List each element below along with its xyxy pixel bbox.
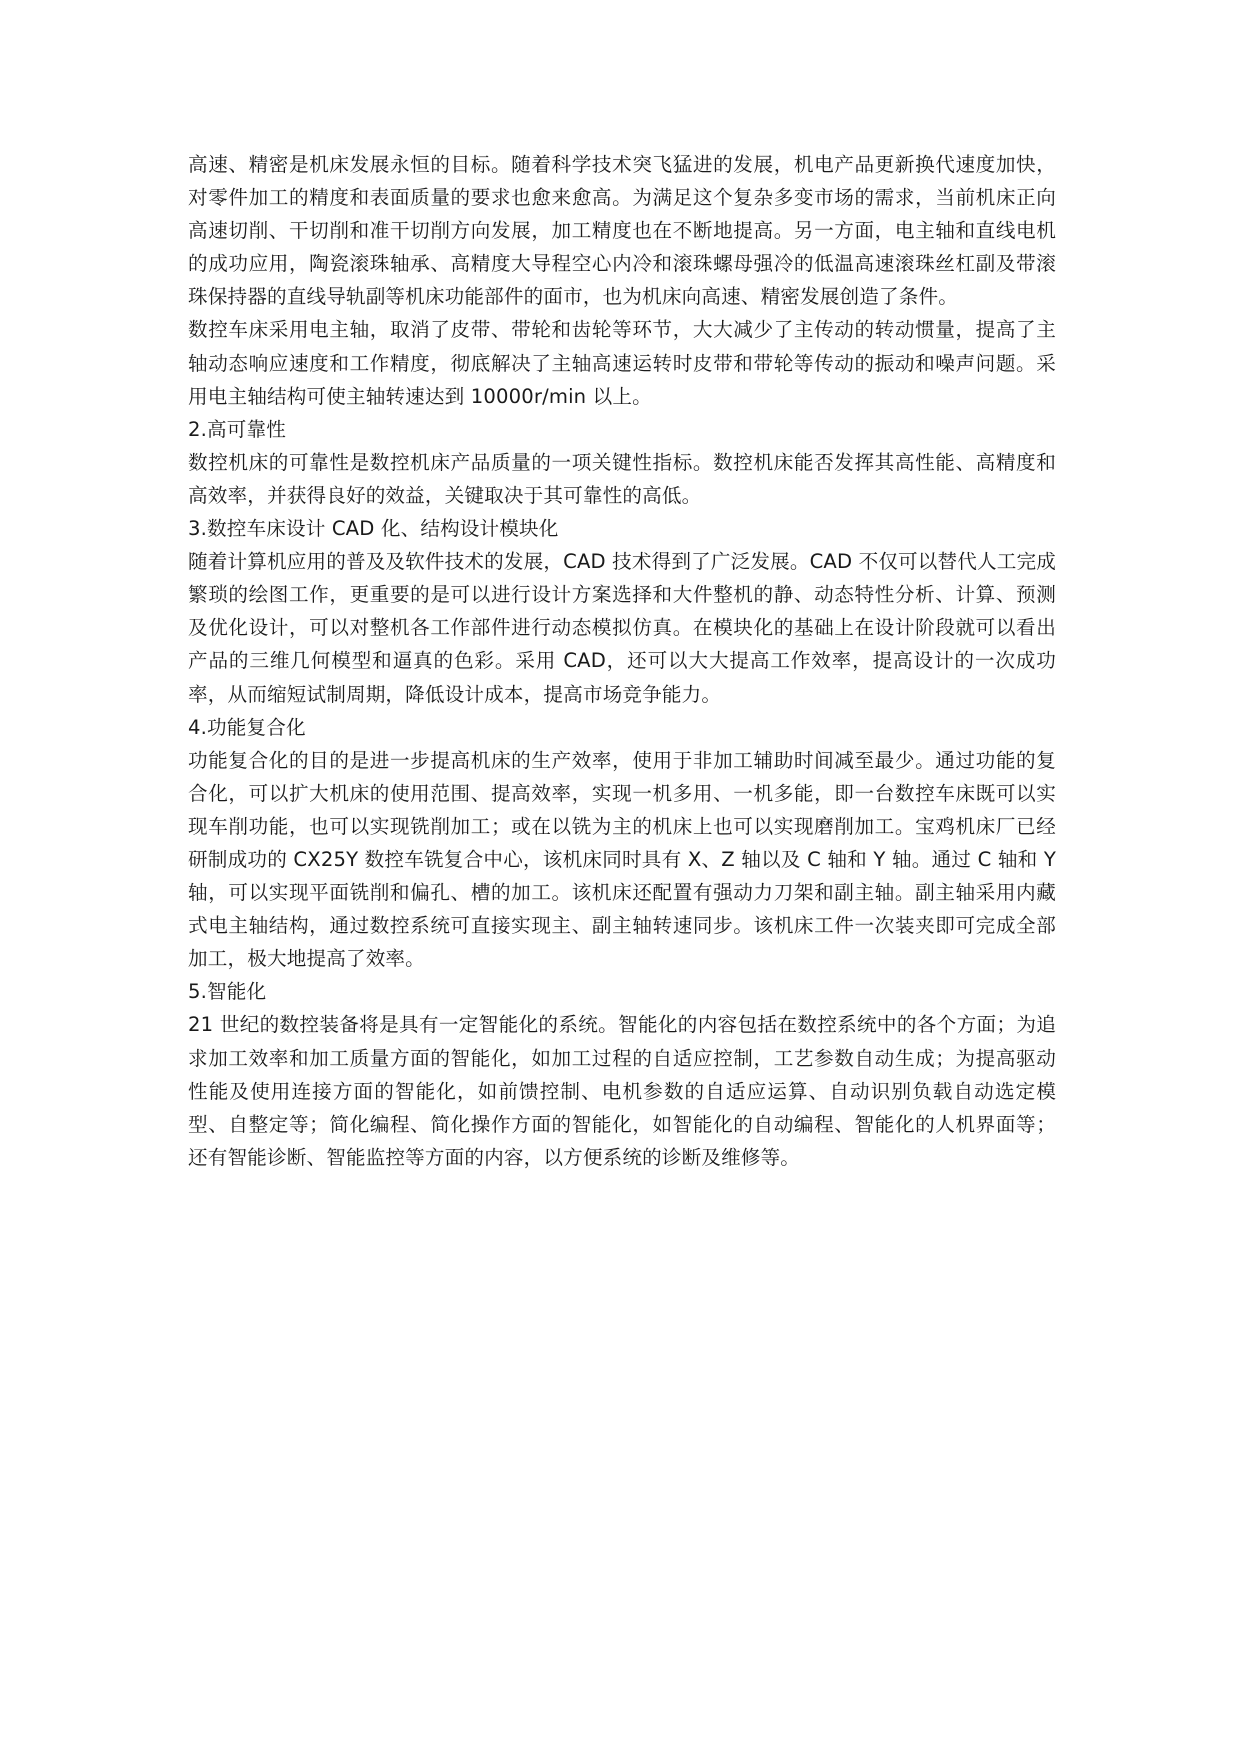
section-heading-reliability: 2.高可靠性 [188, 417, 286, 441]
paragraph-intro-high-speed: 高速、精密是机床发展永恒的目标。随着科学技术突飞猛进的发展，机电产品更新换代速度加快，对零件加工的精度和表面质量的要求也愈来愈高。为满足这个复杂多变市场的需求，当前机床正向高速切削、干切削和准干切削方向发展，加工精度也在不断地提高。另一方面，电主轴和直线电机的成功应用，陶瓷滚珠轴承、高精度大导程空心内冷和滚珠螺母强冷的低温高速滚珠丝杠副及带滚珠保持器的直线导轨副等机床功能部件的面市，也为机床向高速、精密发展创造了条件。 [188, 153, 1056, 309]
paragraph-electric-spindle: 数控车床采用电主轴，取消了皮带、带轮和齿轮等环节，大大减少了主传动的转动惯量，提高了主轴动态响应速度和工作精度，彻底解决了主轴高速运转时皮带和带轮等传动的振动和噪声问题。采用电主轴结构可使主轴转速达到 10000r/min 以上。 [188, 318, 1056, 408]
paragraph-intelligence: 21 世纪的数控装备将是具有一定智能化的系统。智能化的内容包括在数控系统中的各个方面；为追求加工效率和加工质量方面的智能化，如加工过程的自适应控制，工艺参数自动生成；为提高驱动性能及使用连接方面的智能化，如前馈控制、电机参数的自适应运算、自动识别负载自动选定模型、自整定等；简化编程、简化操作方面的智能化，如智能化的自动编程、智能化的人机界面等；还有智能诊断、智能监控等方面的内容，以方便系统的诊断及维修等。 [188, 1013, 1056, 1169]
paragraph-reliability: 数控机床的可靠性是数控机床产品质量的一项关键性指标。数控机床能否发挥其高性能、高精度和高效率，并获得良好的效益，关键取决于其可靠性的高低。 [188, 450, 1056, 507]
section-heading-intelligence: 5.智能化 [188, 980, 267, 1004]
document-body [188, 148, 1056, 1174]
paragraph-composite-function: 功能复合化的目的是进一步提高机床的生产效率，使用于非加工辅助时间减至最少。通过功能的复合化，可以扩大机床的使用范围、提高效率，实现一机多用、一机多能，即一台数控车床既可以实现车削功能，也可以实现铣削加工；或在以铣为主的机床上也可以实现磨削加工。宝鸡机床厂已经研制成功的 CX25Y 数控车铣复合中心，该机床同时具有 X、Z 轴以及 C 轴和 Y 轴。通过 C 轴和 Y 轴，可以实现平面铣削和偏孔、槽的加工。该机床还配置有强动力刀架和副主轴。副主轴采用内藏式电主轴结构，通过数控系统可直接实现主、副主轴转速同步。该机床工件一次装夹即可完成全部加工，极大地提高了效率。 [188, 748, 1056, 971]
section-heading-cad: 3.数控车床设计 CAD 化、结构设计模块化 [188, 517, 559, 541]
section-heading-composite-function: 4.功能复合化 [188, 715, 306, 739]
paragraph-cad: 随着计算机应用的普及及软件技术的发展，CAD 技术得到了广泛发展。CAD 不仅可以替代人工完成繁琐的绘图工作，更重要的是可以进行设计方案选择和大件整机的静、动态特性分析、计算、预测及优化设计，可以对整机各工作部件进行动态模拟仿真。在模块化的基础上在设计阶段就可以看出产品的三维几何模型和逼真的色彩。采用 CAD，还可以大大提高工作效率，提高设计的一次成功率，从而缩短试制周期，降低设计成本，提高市场竞争能力。 [188, 550, 1057, 706]
